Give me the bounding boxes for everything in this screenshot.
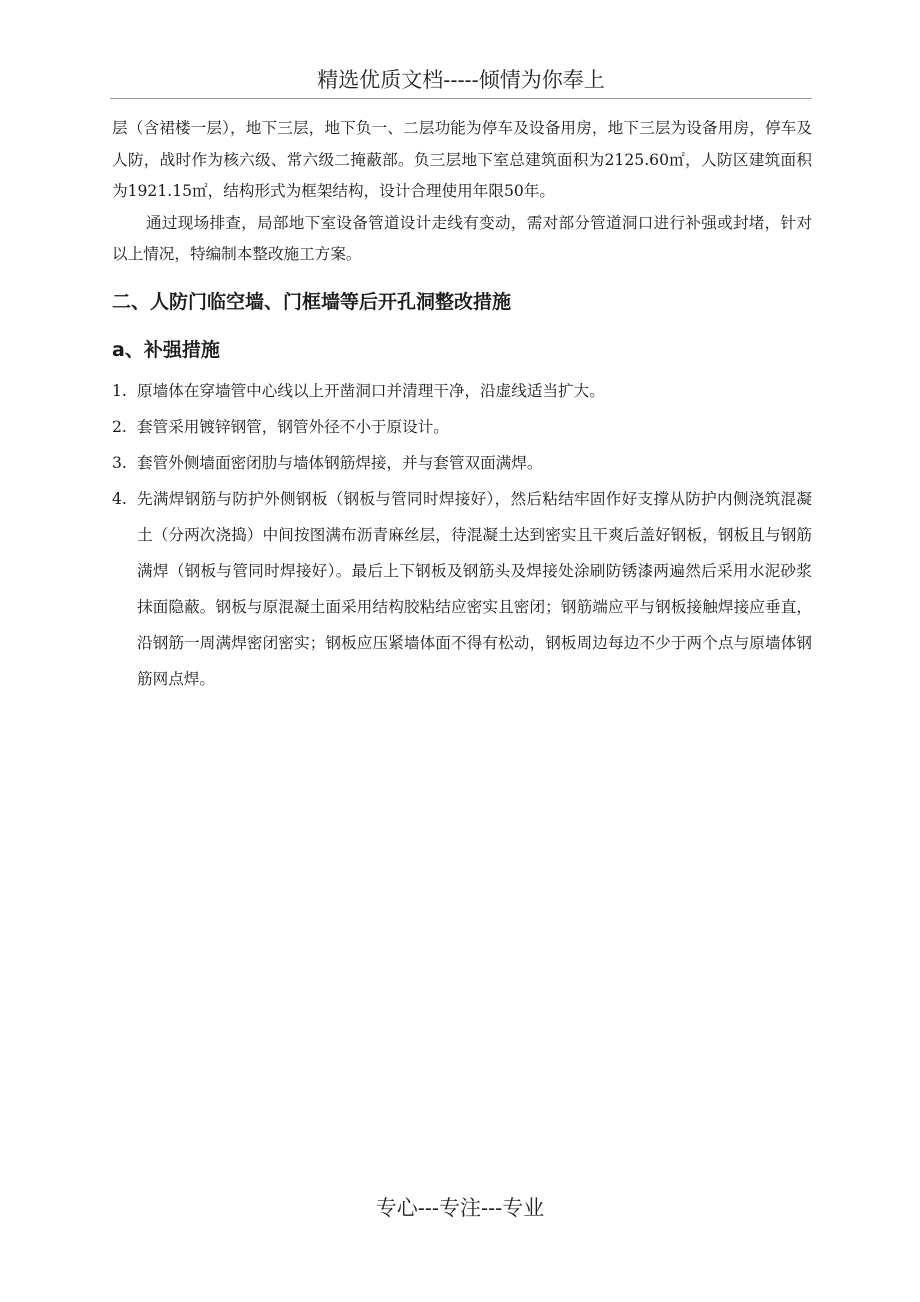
list-item: [112, 445, 812, 481]
measures-list: [112, 373, 812, 697]
list-item-text: 套管采用镀锌钢管，钢管外径不小于原设计。: [137, 417, 449, 436]
list-item-number: 2.: [112, 417, 127, 436]
list-item-text: 先满焊钢筋与防护外侧钢板（钢板与管同时焊接好），然后粘结牢固作好支撑从防护内侧浇筑混凝土（分两次浇捣）中间按图满布沥青麻丝层，待混凝土达到密实且干爽后盖好钢板，钢板且与钢筋满焊（钢板与管同时焊接好）。最后上下钢板及钢筋头及焊接处涂刷防锈漆两遍然后采用水泥砂浆抹面隐蔽。钢板与原混凝土面采用结构胶粘结应密实且密闭；钢筋端应平与钢板接触焊接应垂直，沿钢筋一周满焊密闭密实；钢板应压紧墙体面不得有松动，钢板周边每边不少于两个点与原墙体钢筋网点焊。: [137, 489, 812, 688]
paragraph-project-overview: 层（含裙楼一层），地下三层，地下负一、二层功能为停车及设备用房，地下三层为设备用房，停车及人防，战时作为核六级、常六级二掩蔽部。负三层地下室总建筑面积为2125.60㎡，人防区建筑面积为1921.15㎡，结构形式为框架结构，设计合理使用年限50年。: [112, 119, 812, 200]
list-item-number: 3.: [112, 453, 127, 472]
paragraph-investigation: 通过现场排查，局部地下室设备管道设计走线有变动，需对部分管道洞口进行补强或封堵，针对以上情况，特编制本整改施工方案。: [112, 213, 812, 263]
subsection-heading: a、补强措施: [112, 338, 220, 361]
page-header: 精选优质文档-----倾情为你奉上: [110, 62, 812, 99]
list-item: [112, 481, 812, 697]
page-footer: 专心---专注---专业: [375, 1196, 545, 1220]
list-item-number: 4.: [112, 489, 127, 508]
document-body: [112, 113, 812, 697]
list-item: [112, 409, 812, 445]
section-heading: 二、人防门临空墙、门框墙等后开孔洞整改措施: [112, 290, 512, 313]
list-item-text: 原墙体在穿墙管中心线以上开凿洞口并清理干净，沿虚线适当扩大。: [137, 381, 605, 400]
list-item-number: 1.: [112, 381, 127, 400]
list-item-text: 套管外侧墙面密闭肋与墙体钢筋焊接，并与套管双面满焊。: [137, 453, 543, 472]
list-item: [112, 373, 812, 409]
